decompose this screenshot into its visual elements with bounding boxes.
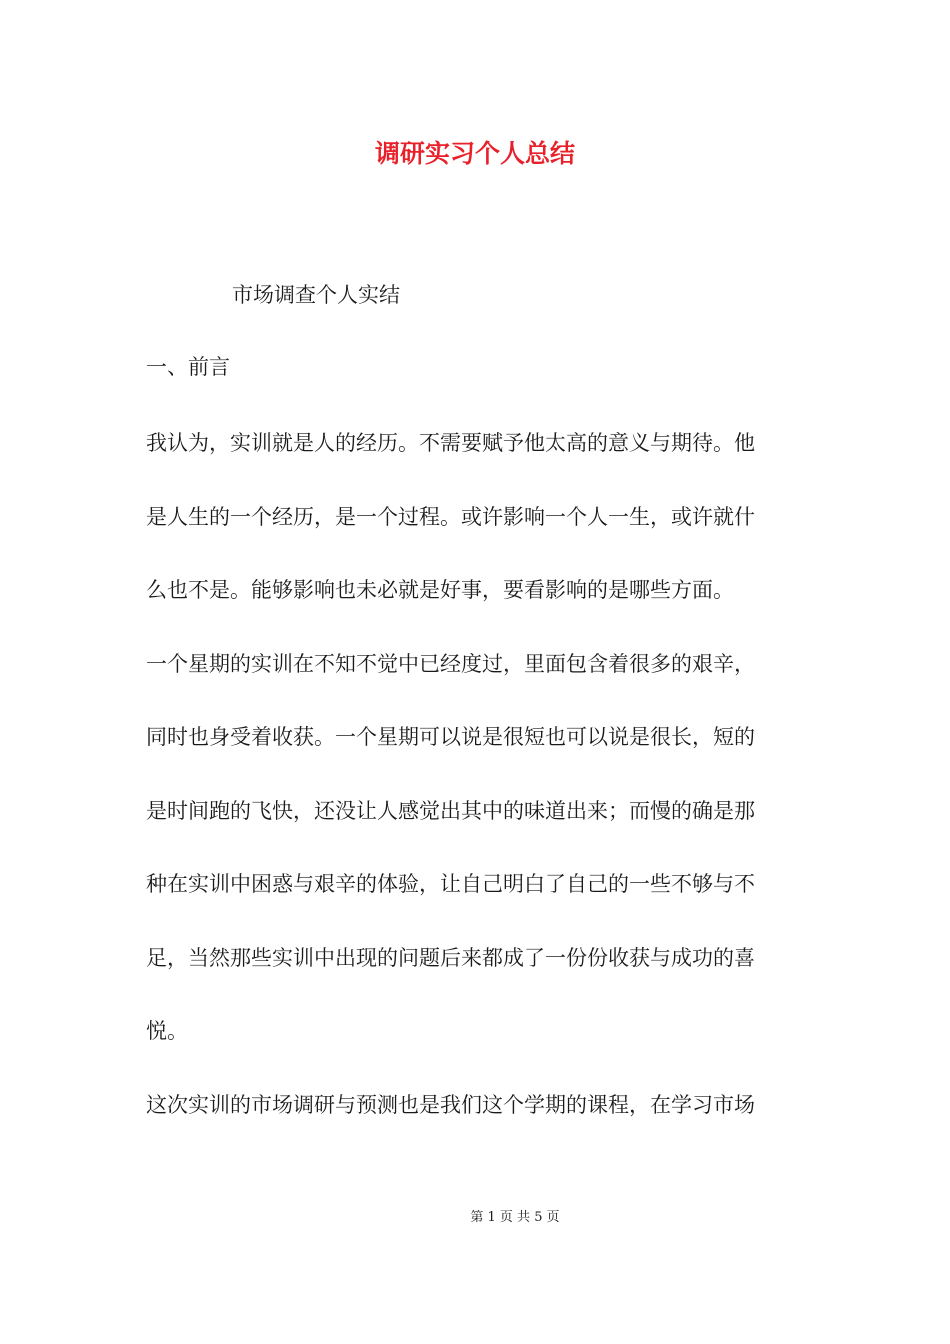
body-line: 一个星期的实训在不知不觉中已经度过，里面包含着很多的艰辛，	[146, 651, 755, 676]
body-line: 么也不是。能够影响也未必就是好事，要看影响的是哪些方面。	[146, 578, 734, 602]
body-line: 是时间跑的飞快，还没让人感觉出其中的味道出来；而慢的确是那	[146, 798, 755, 823]
body-line: 同时也身受着收获。一个星期可以说是很短也可以说是很长，短的	[146, 725, 755, 749]
body-line: 这次实训的市场调研与预测也是我们这个学期的课程，在学习市场	[146, 1092, 755, 1117]
document-subtitle: 市场调查个人实结	[232, 283, 400, 307]
body-line: 足，当然那些实训中出现的问题后来都成了一份份收获与成功的喜	[146, 945, 755, 970]
section-heading-preface: 一、前言	[146, 355, 230, 379]
body-text	[146, 428, 806, 1163]
document-title: 调研实习个人总结	[374, 139, 575, 168]
page-number-footer: 第 1 页 共 5 页	[470, 1210, 560, 1225]
body-line: 我认为，实训就是人的经历。不需要赋予他太高的意义与期待。他	[146, 431, 755, 455]
body-line: 悦。	[146, 1019, 188, 1043]
body-line: 是人生的一个经历，是一个过程。或许影响一个人一生，或许就什	[146, 504, 755, 529]
body-line: 种在实训中困惑与艰辛的体验，让自己明白了自己的一些不够与不	[146, 872, 755, 896]
